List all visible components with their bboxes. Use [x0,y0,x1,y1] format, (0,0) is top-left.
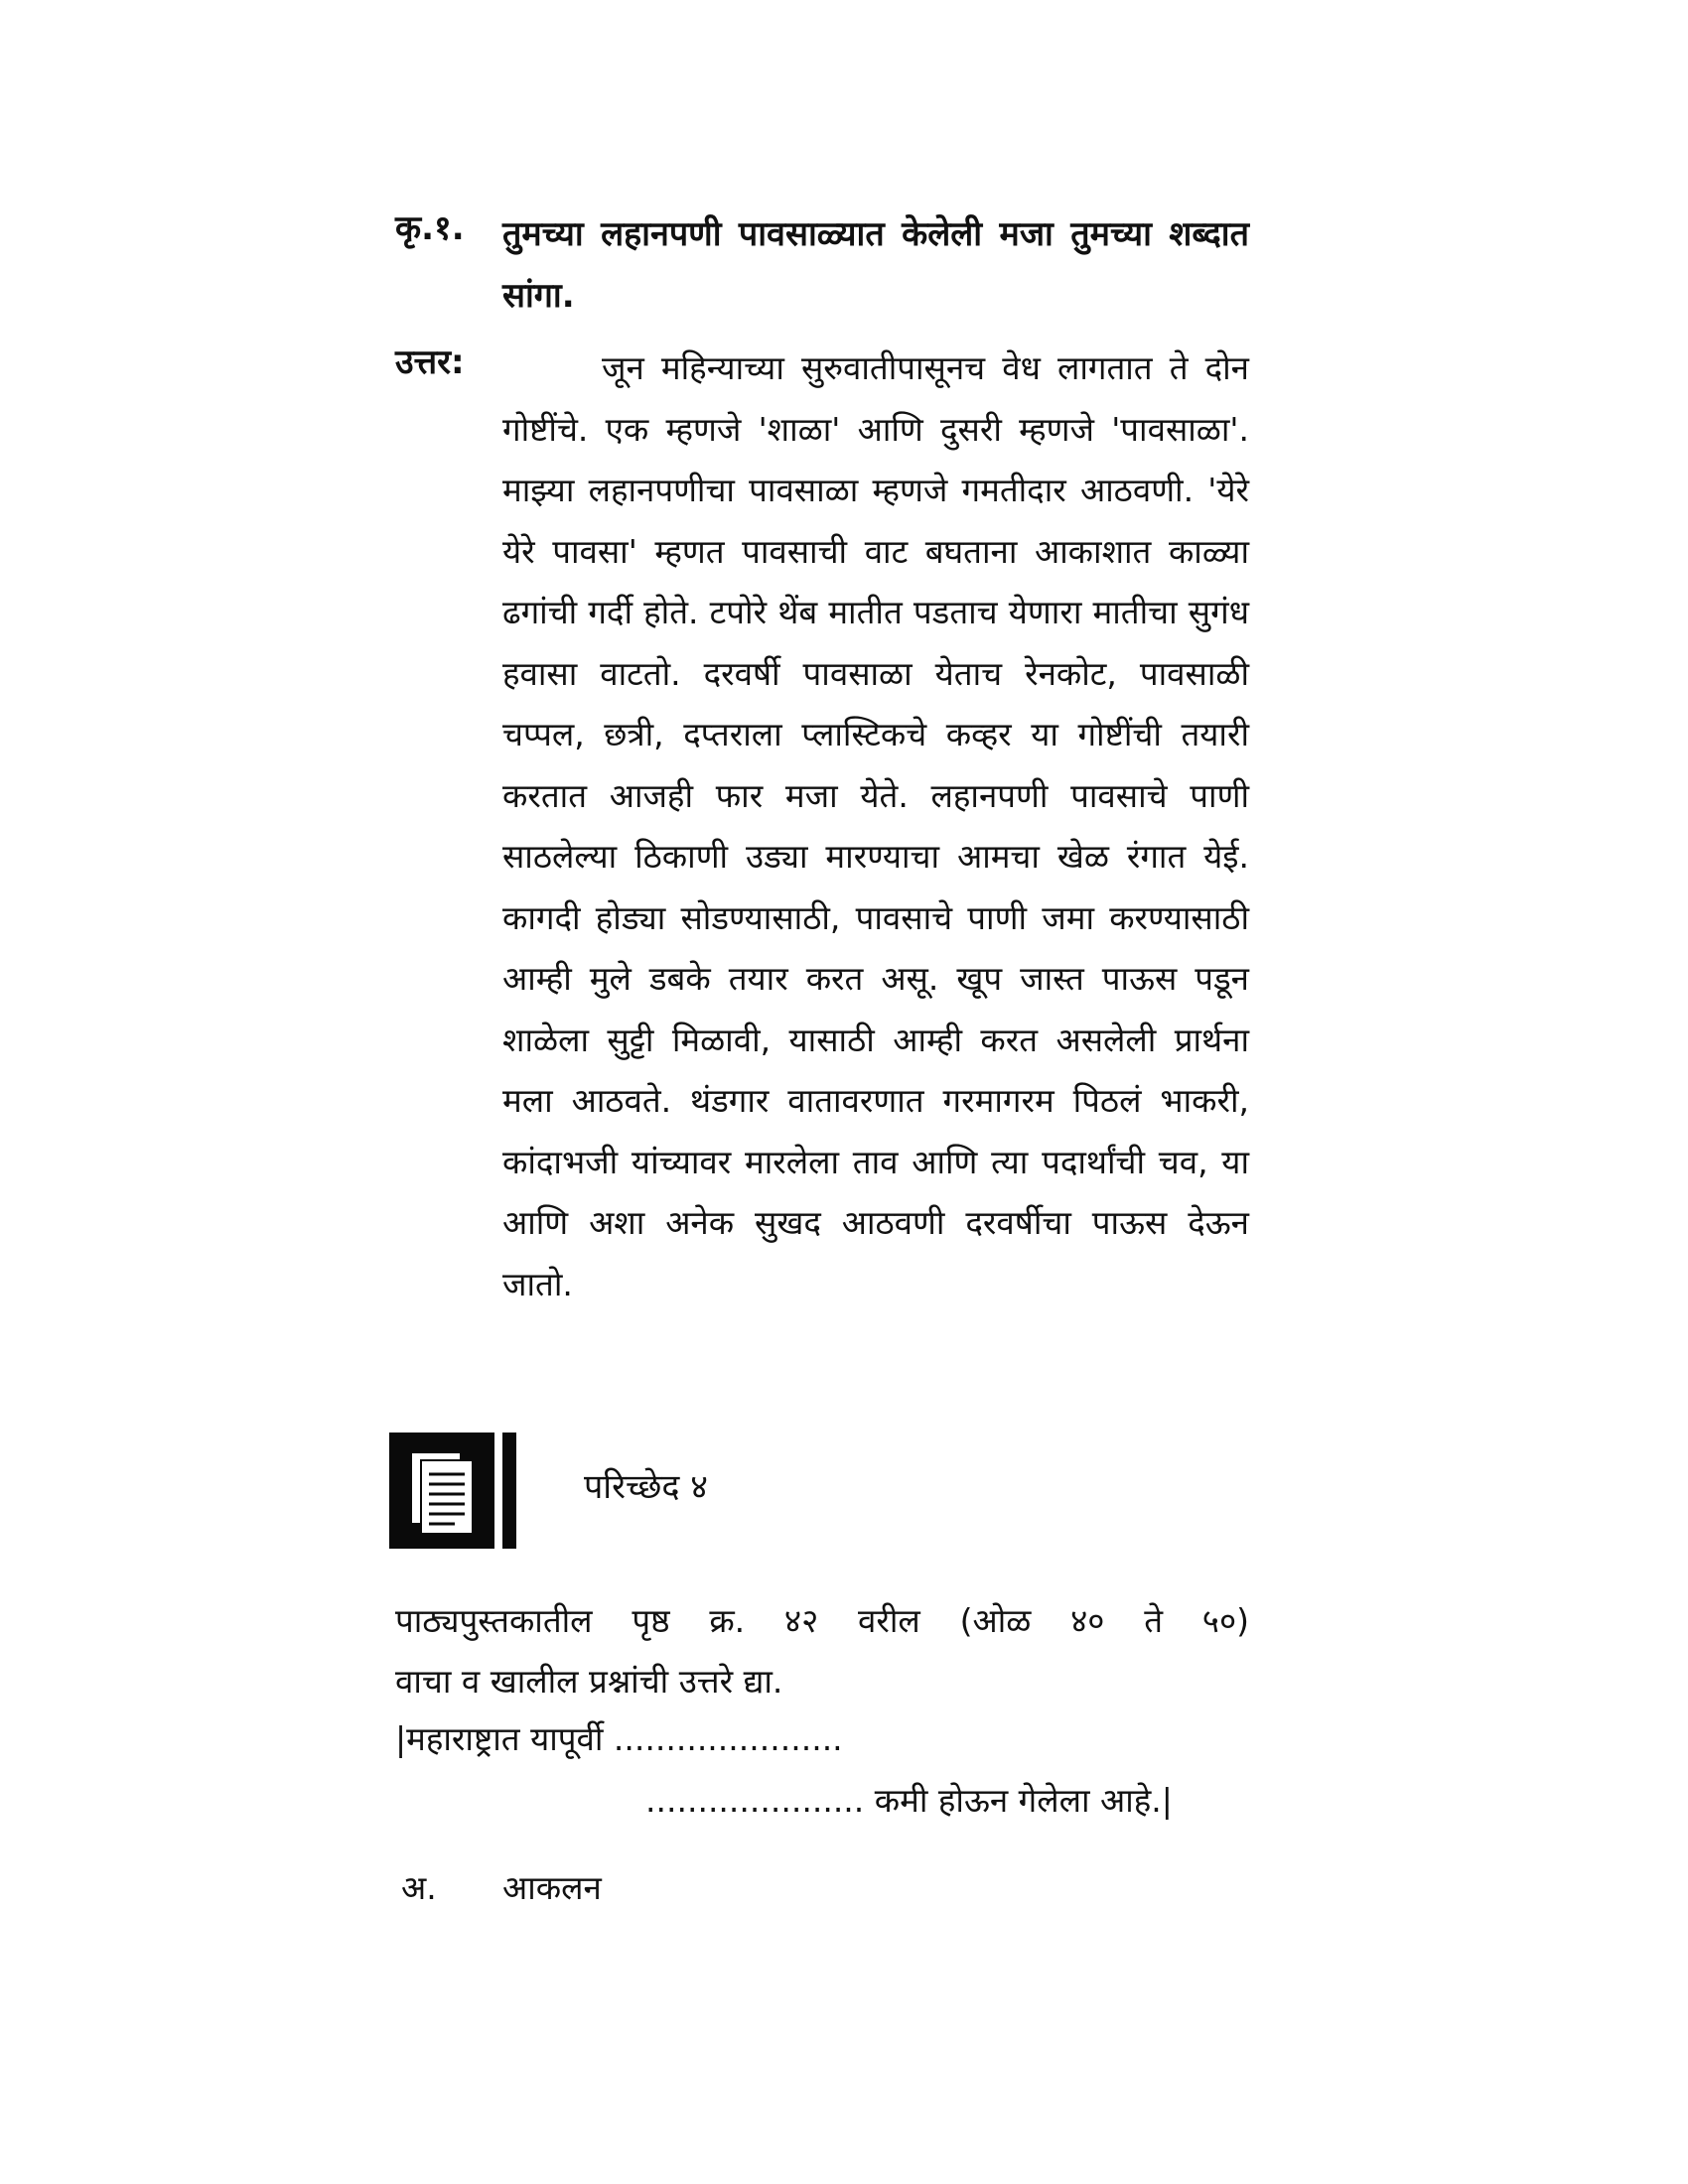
answer-text: जून महिन्याच्या सुरुवातीपासूनच वेध लागतात ते दोन गोष्टींचे. एक म्हणजे 'शाळा' आणि दुसरी म्हणजे 'पावसाळा'. माझ्या लहानपणीचा पावसाळा म्हणजे गमतीदार आठवणी. 'येरे येरे पावसा' म्हणत पावसाची वाट बघताना आकाशात काळ्या ढगांची गर्दी होते. टपोरे थेंब मातीत पडताच येणारा मातीचा सुगंध हवासा वाटतो. दरवर्षी पावसाळा येताच रेनकोट, पावसाळी चप्पल, छत्री, दप्तराला प्लास्टिकचे कव्हर या गोष्टींची तयारी करतात आजही फार मजा येते. लहानपणी पावसाचे पाणी साठलेल्या ठिकाणी उड्या मारण्याचा आमचा खेळ रंगात येई. कागदी होड्या सोडण्यासाठी, पावसाचे पाणी जमा करण्यासाठी आम्ही मुले डबके तयार करत असू. खूप जास्त पाऊस पडून शाळेला सुट्टी मिळावी, यासाठी आम्ही करत असलेली प्रार्थना मला आठवते. थंडगार वातावरणात गरमागरम पिठलं भाकरी, कांदाभजी यांच्यावर मारलेला ताव आणि त्या पदार्थांची चव, या आणि अशा अनेक सुखद आठवणी दरवर्षीचा पाऊस देऊन जातो. [502,348,1249,1303]
question-number: कृ.१. [395,208,465,248]
document-icon [389,1433,528,1549]
instruction-line-2: वाचा व खालील प्रश्नांची उत्तरे द्या. [395,1662,783,1701]
subsection-title: आकलन [502,1868,602,1907]
answer-label: उत्तर: [395,342,465,382]
instruction-text [395,1590,1249,1711]
excerpt-line-2: ..................... कमी होऊन गेलेला आहे.| [645,1781,1173,1820]
subsection-marker: अ. [401,1868,437,1907]
instruction-line-1: पाठ्यपुस्तकातील पृष्ठ क्र. ४२ वरील (ओळ ४० ते ५०) [395,1601,1249,1640]
question-text: तुमच्या लहानपणी पावसाळ्यात केलेली मजा तुमच्या शब्दात सांगा. [502,214,1249,316]
excerpt-line-1: |महाराष्ट्रात यापूर्वी ...................... [395,1719,843,1758]
section-title: परिच्छेद ४ [584,1467,708,1507]
